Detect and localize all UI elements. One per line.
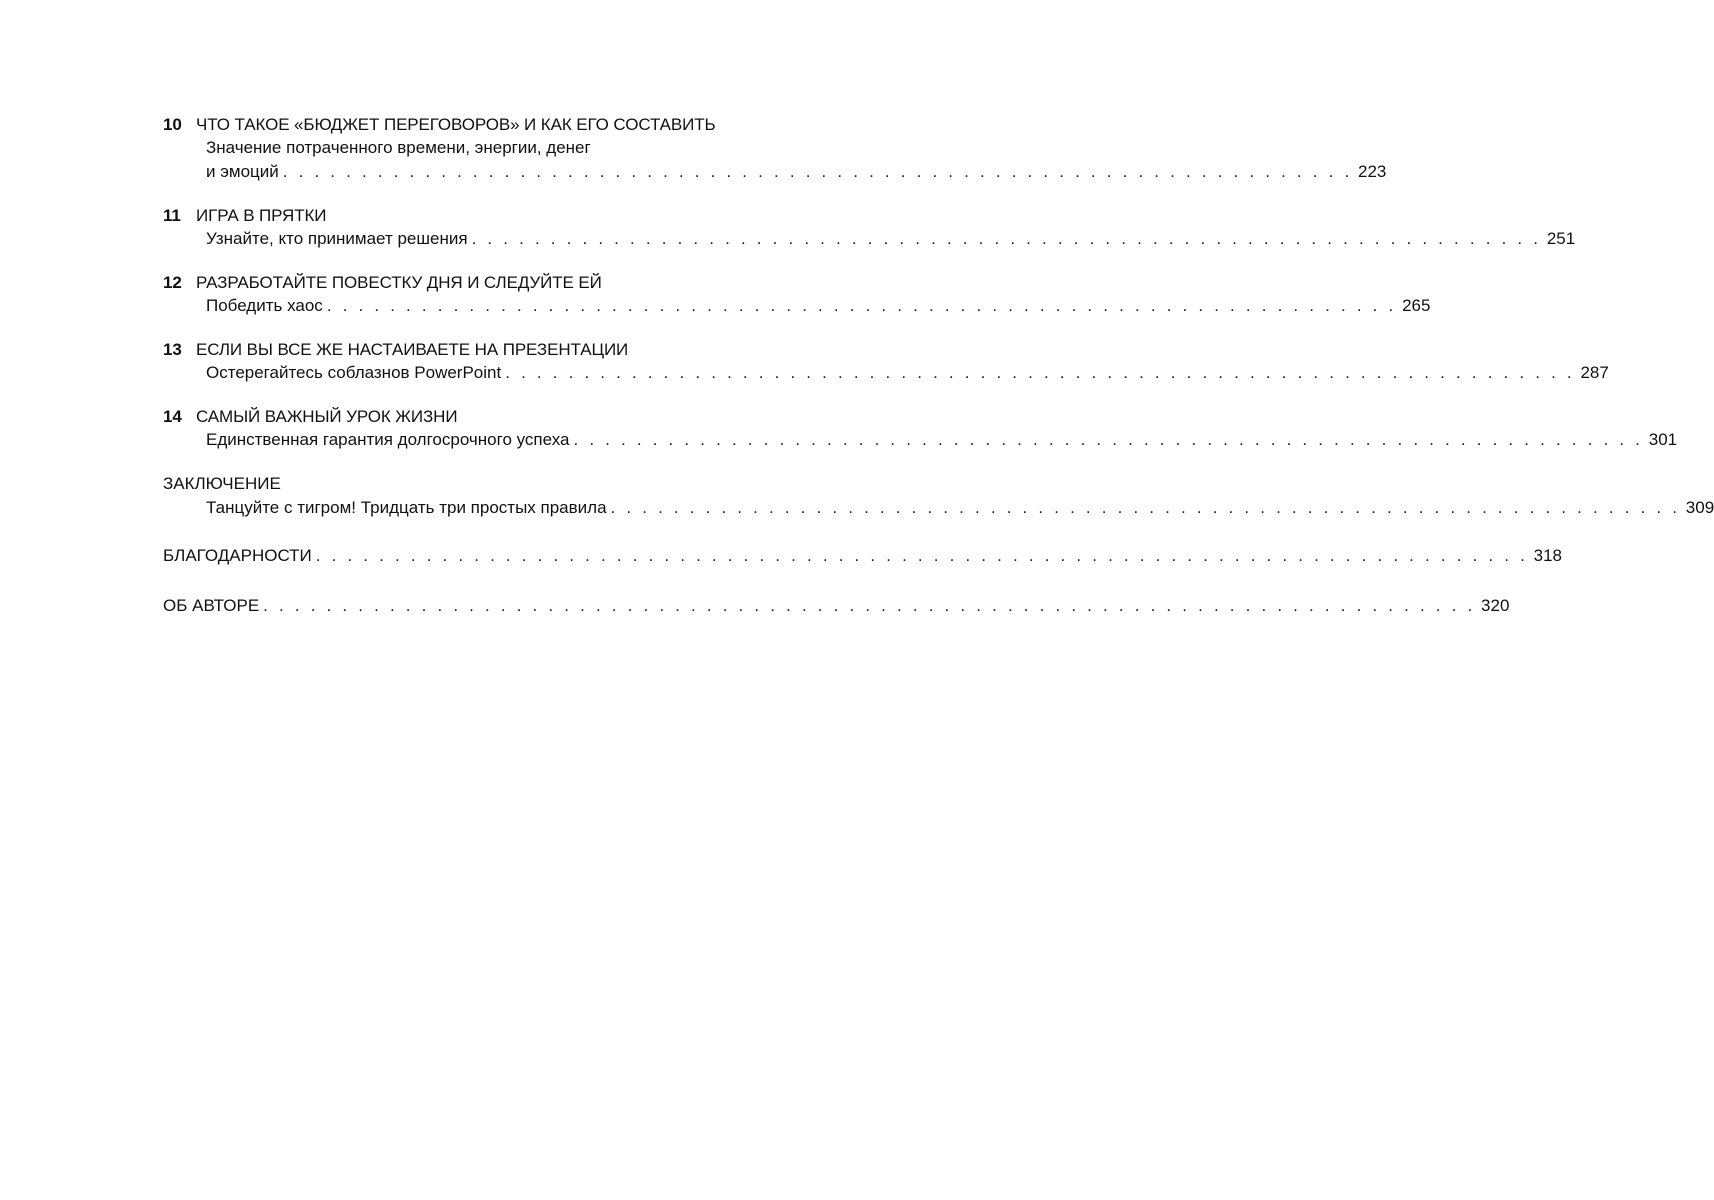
- chapter-title: ИГРА В ПРЯТКИ: [196, 206, 327, 225]
- dot-leader: . . . . . . . . . . . . . . . . . . . . . . . . . . . . . . . . . . . . . . . . . . . . . . . . . . . . . . . . . . . . . . . . . . . .: [573, 430, 1644, 449]
- table-of-contents: [163, 113, 1714, 646]
- subtitle-line-with-page: [206, 294, 1431, 318]
- chapter-number: 11: [163, 206, 181, 225]
- dot-leader: . . . . . . . . . . . . . . . . . . . . . . . . . . . . . . . . . . . . . . . . . . . . . . . . . . . . . . . . . . . . . . . . . . . .: [282, 162, 1353, 181]
- subtitle-line-with-page: [206, 496, 1714, 520]
- dot-leader: . . . . . . . . . . . . . . . . . . . . . . . . . . . . . . . . . . . . . . . . . . . . . . . . . . . . . . . . . . . . . . . . . . . . . . . . . . . . .: [315, 546, 1529, 565]
- chapter-number: 12: [163, 273, 182, 292]
- chapter-subtitle-block: [163, 227, 1576, 251]
- subtitle-line-with-page: [206, 428, 1678, 452]
- page-number: 251: [1546, 229, 1576, 248]
- page-number: 318: [1533, 546, 1563, 565]
- chapter-subtitle: Единственная гарантия долгосрочного успеха: [206, 430, 570, 449]
- chapter-subtitle-block: [163, 136, 1387, 184]
- chapter-number: 13: [163, 340, 182, 359]
- subtitle-line-with-page: [206, 361, 1609, 385]
- conclusion-subtitle-block: [163, 496, 1714, 520]
- chapter-title: САМЫЙ ВАЖНЫЙ УРОК ЖИЗНИ: [196, 407, 458, 426]
- toc-chapter-11: [163, 204, 1576, 251]
- dot-leader: . . . . . . . . . . . . . . . . . . . . . . . . . . . . . . . . . . . . . . . . . . . . . . . . . . . . . . . . . . . . . . . . . . . .: [326, 296, 1397, 315]
- chapter-subtitle: Остерегайтесь соблазнов PowerPoint: [206, 363, 502, 382]
- dot-leader: . . . . . . . . . . . . . . . . . . . . . . . . . . . . . . . . . . . . . . . . . . . . . . . . . . . . . . . . . . . . . . . . . . . .: [610, 498, 1681, 517]
- dot-leader: . . . . . . . . . . . . . . . . . . . . . . . . . . . . . . . . . . . . . . . . . . . . . . . . . . . . . . . . . . . . . . . . . . . . . . . . . . . . .: [263, 596, 1476, 615]
- chapter-heading: [163, 113, 749, 136]
- toc-chapter-12: [163, 271, 1431, 318]
- page-number: 287: [1580, 363, 1609, 382]
- dot-leader: . . . . . . . . . . . . . . . . . . . . . . . . . . . . . . . . . . . . . . . . . . . . . . . . . . . . . . . . . . . . . . . . . . . .: [471, 229, 1542, 248]
- chapter-number: 14: [163, 407, 182, 426]
- chapter-subtitle-continued: и эмоций: [206, 162, 279, 181]
- page-number: 265: [1402, 296, 1431, 315]
- chapter-heading: [163, 405, 749, 428]
- chapter-heading: [163, 271, 749, 294]
- section-line: [163, 546, 1563, 570]
- chapter-number: 10: [163, 115, 182, 134]
- about-author-title: ОБ АВТОРЕ: [163, 596, 260, 615]
- subtitle-line-with-page: [206, 227, 1576, 251]
- conclusion-title: ЗАКЛЮЧЕНИЕ: [163, 474, 281, 493]
- toc-about-author: [163, 596, 1510, 620]
- page-number: 320: [1481, 596, 1510, 615]
- chapter-title: ЧТО ТАКОЕ «БЮДЖЕТ ПЕРЕГОВОРОВ» И КАК ЕГО СОСТАВИТЬ: [196, 115, 716, 134]
- subtitle-line-with-page: [206, 160, 1387, 184]
- chapter-heading: [163, 338, 749, 361]
- chapter-subtitle-block: [163, 294, 1431, 318]
- chapter-title: ЕСЛИ ВЫ ВСЕ ЖЕ НАСТАИВАЕТЕ НА ПРЕЗЕНТАЦИИ: [196, 340, 629, 359]
- page-number: 309: [1685, 498, 1714, 517]
- chapter-heading: [163, 204, 749, 227]
- chapter-subtitle: Значение потраченного времени, энергии, денег: [206, 138, 591, 157]
- page-number: 301: [1648, 430, 1678, 449]
- dot-leader: . . . . . . . . . . . . . . . . . . . . . . . . . . . . . . . . . . . . . . . . . . . . . . . . . . . . . . . . . . . . . . . . . . . .: [505, 363, 1575, 382]
- toc-chapter-10: [163, 113, 1387, 184]
- page-number: 223: [1358, 162, 1387, 181]
- acknowledgements-title: БЛАГОДАРНОСТИ: [163, 546, 312, 565]
- conclusion-subtitle: Танцуйте с тигром! Тридцать три простых правила: [206, 498, 607, 517]
- chapter-subtitle-block: [163, 361, 1609, 385]
- toc-chapter-13: [163, 338, 1609, 385]
- toc-chapter-14: [163, 405, 1678, 452]
- toc-acknowledgements: [163, 546, 1563, 570]
- chapter-title: РАЗРАБОТАЙТЕ ПОВЕСТКУ ДНЯ И СЛЕДУЙТЕ ЕЙ: [196, 273, 602, 292]
- chapter-subtitle: Победить хаос: [206, 296, 323, 315]
- section-line: [163, 596, 1510, 620]
- subtitle-line: [206, 136, 749, 160]
- chapter-subtitle-block: [163, 428, 1678, 452]
- chapter-subtitle: Узнайте, кто принимает решения: [206, 229, 468, 248]
- toc-conclusion: [163, 472, 1714, 520]
